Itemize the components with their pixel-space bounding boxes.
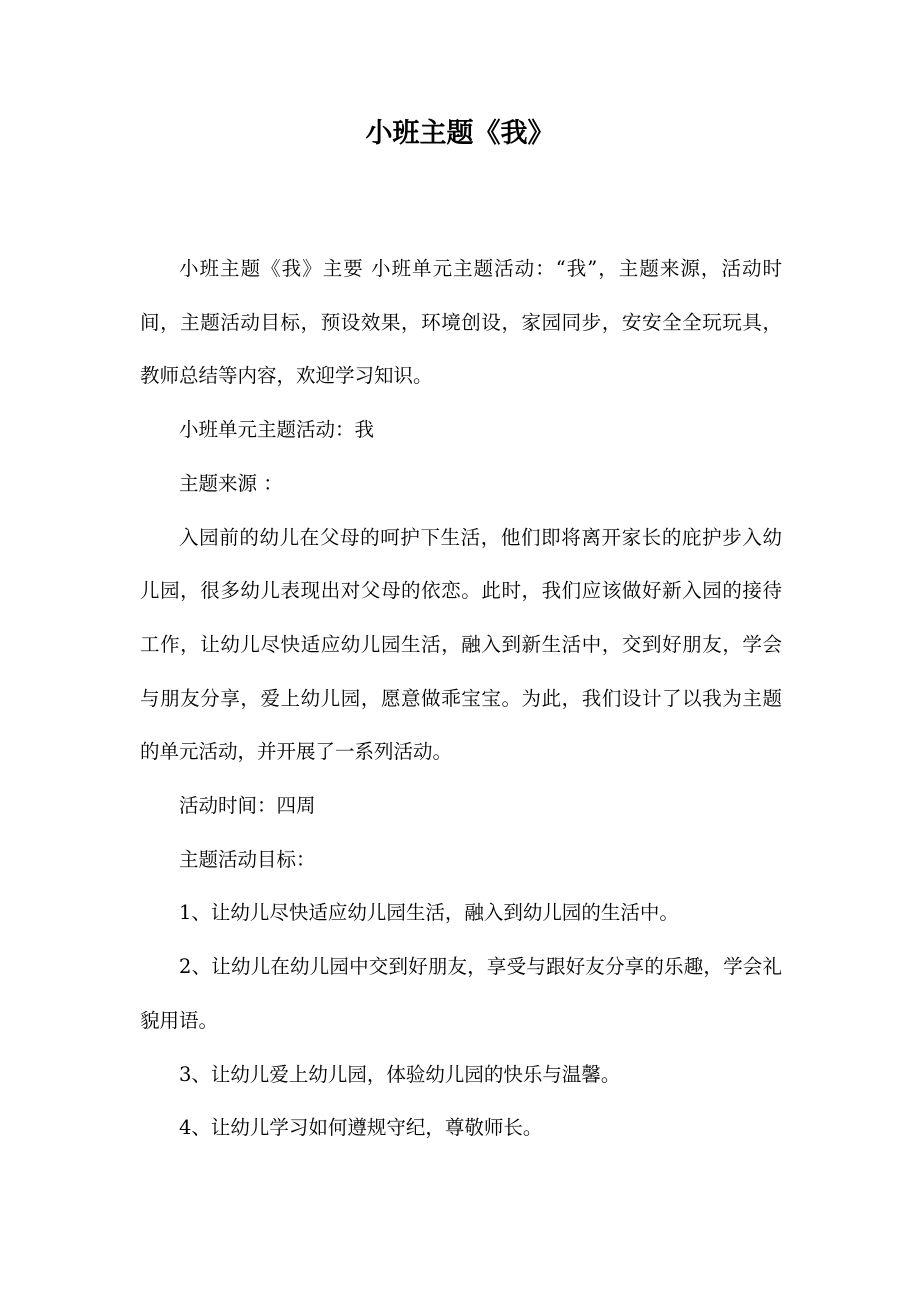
document-body xyxy=(140,242,782,1155)
unit-theme-line: 小班单元主题活动：我 xyxy=(179,418,375,442)
page-title: 小班主题《我》 xyxy=(365,118,555,149)
intro-paragraph: 小班主题《我》主要 小班单元主题活动：“我”，主题来源，活动时间，主题活动目标，预设效果，环境创设，家园同步，安安全全玩玩具，教师总结等内容，欢迎学习知识。 xyxy=(140,257,782,388)
goal-item-3: 3、让幼儿爱上幼儿园，体验幼儿园的快乐与温馨。 xyxy=(179,1062,621,1086)
goal-item-1: 1、让幼儿尽快适应幼儿园生活，融入到幼儿园的生活中。 xyxy=(179,901,679,925)
goals-heading: 主题活动目标： xyxy=(179,847,316,871)
goal-item-2: 2、让幼儿在幼儿园中交到好朋友，享受与跟好友分享的乐趣，学会礼貌用语。 xyxy=(140,955,782,1032)
activity-time-line: 活动时间：四周 xyxy=(179,794,316,818)
theme-source-heading: 主题来源 ： xyxy=(179,471,283,495)
goal-item-4: 4、让幼儿学习如何遵规守纪，尊敬师长。 xyxy=(179,1116,543,1140)
theme-source-paragraph: 入园前的幼儿在父母的呵护下生活，他们即将离开家长的庇护步入幼儿园，很多幼儿表现出对父母的依恋。此时，我们应该做好新入园的接待工作，让幼儿尽快适应幼儿园生活，融入到新生活中，交到好朋友，学会与朋友分享，爱上幼儿园，愿意做乖宝宝。为此，我们设计了以我为主题的单元活动，并开展了一系列活动。 xyxy=(140,525,782,764)
